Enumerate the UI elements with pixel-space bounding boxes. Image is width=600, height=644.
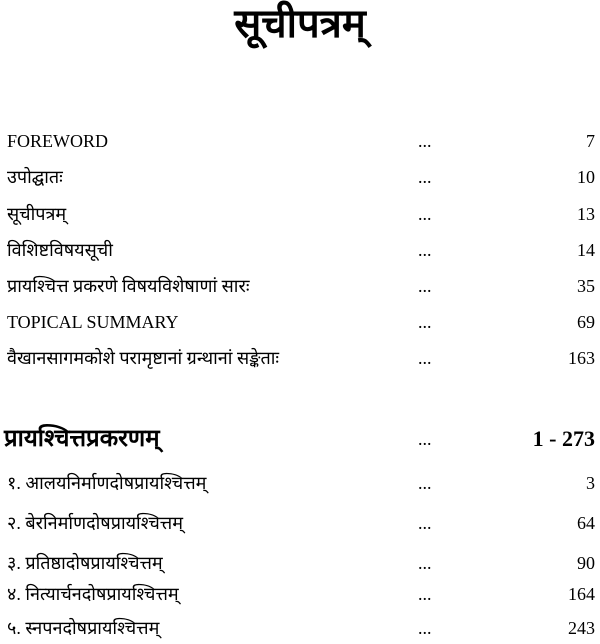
toc-page-number: 35 bbox=[577, 276, 595, 296]
toc-section-prayashchitta-prakaranam[interactable] bbox=[0, 419, 600, 459]
toc-page-number: 64 bbox=[577, 513, 595, 533]
toc-page-number: 14 bbox=[577, 240, 595, 260]
toc-leader: ... bbox=[418, 429, 432, 449]
toc-leader: ... bbox=[418, 276, 432, 296]
toc-page-number: 90 bbox=[577, 553, 595, 573]
toc-label: प्रायश्चित्त प्रकरणे विषयविशेषाणां सारः bbox=[7, 276, 250, 296]
toc-row-chapter-1[interactable] bbox=[0, 467, 600, 499]
toc-page-number: 243 bbox=[568, 618, 595, 638]
toc-row-topical-summary[interactable] bbox=[0, 306, 600, 338]
toc-row-foreword[interactable] bbox=[0, 125, 600, 157]
toc-leader: ... bbox=[418, 204, 432, 224]
toc-leader: ... bbox=[418, 240, 432, 260]
toc-row-upodghata[interactable] bbox=[0, 161, 600, 193]
toc-leader: ... bbox=[418, 167, 432, 187]
toc-row-chapter-2[interactable] bbox=[0, 507, 600, 539]
toc-row-chapter-5[interactable] bbox=[0, 612, 600, 644]
toc-page-number: 13 bbox=[577, 204, 595, 224]
toc-row-suchipatram[interactable] bbox=[0, 198, 600, 230]
toc-leader: ... bbox=[418, 618, 432, 638]
toc-label: २. बेरनिर्माणदोषप्रायश्चित्तम् bbox=[7, 513, 184, 533]
toc-label: TOPICAL SUMMARY bbox=[7, 312, 179, 332]
toc-leader: ... bbox=[418, 131, 432, 151]
toc-page-number: 163 bbox=[568, 348, 595, 368]
toc-leader: ... bbox=[418, 473, 432, 493]
toc-page-number: 7 bbox=[586, 131, 595, 151]
toc-page-number: 3 bbox=[586, 473, 595, 493]
section-heading: प्रायश्चित्तप्रकरणम् bbox=[4, 426, 160, 452]
page-title: सूचीपत्रम् bbox=[234, 1, 366, 46]
toc-leader: ... bbox=[418, 348, 432, 368]
section-page-range: 1 - 273 bbox=[532, 426, 595, 451]
toc-leader: ... bbox=[418, 553, 432, 573]
toc-row-vishaya-sarah[interactable] bbox=[0, 270, 600, 302]
toc-row-chapter-4[interactable] bbox=[0, 578, 600, 610]
toc-page-number: 10 bbox=[577, 167, 595, 187]
toc-label: ५. स्नपनदोषप्रायश्चित्तम् bbox=[7, 618, 160, 638]
toc-leader: ... bbox=[418, 312, 432, 332]
toc-label: ३. प्रतिष्ठादोषप्रायश्चित्तम् bbox=[7, 553, 163, 573]
toc-row-chapter-3[interactable] bbox=[0, 547, 600, 579]
toc-row-vishishta-vishaya-suchi[interactable] bbox=[0, 234, 600, 266]
toc-page-number: 164 bbox=[568, 584, 595, 604]
toc-page-number: 69 bbox=[577, 312, 595, 332]
toc-label: वैखानसागमकोशे परामृष्टानां ग्रन्थानां सङ्केताः bbox=[7, 348, 280, 368]
toc-label: सूचीपत्रम् bbox=[7, 204, 67, 224]
toc-label: विशिष्टविषयसूची bbox=[7, 240, 113, 260]
toc-label: FOREWORD bbox=[7, 131, 109, 151]
toc-label: ४. नित्यार्चनदोषप्रायश्चित्तम् bbox=[7, 584, 179, 604]
toc-label: उपोद्घातः bbox=[7, 167, 63, 187]
toc-row-sanketah[interactable] bbox=[0, 342, 600, 374]
toc-leader: ... bbox=[418, 584, 432, 604]
toc-label: १. आलयनिर्माणदोषप्रायश्चित्तम् bbox=[7, 473, 207, 493]
toc-leader: ... bbox=[418, 513, 432, 533]
